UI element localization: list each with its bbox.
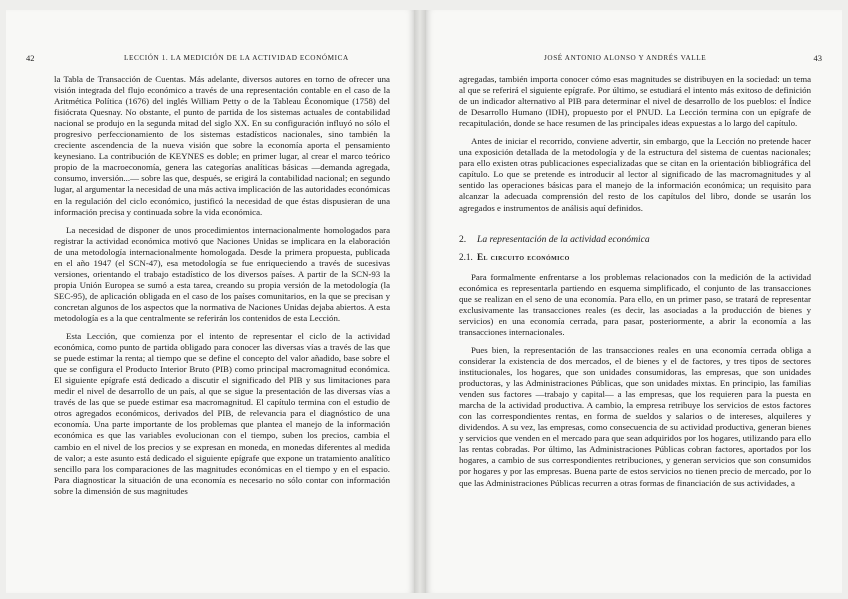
subsection-heading (459, 252, 811, 263)
right-running-title: JOSÉ ANTONIO ALONSO Y ANDRÉS VALLE (544, 54, 707, 62)
section-number: 2. (459, 233, 467, 245)
book-gutter (414, 10, 426, 593)
right-paragraph-3: Para formalmente enfrentarse a los problemas relacionados con la medición de la actividad económica es representarla partiendo en esquema simplificado, el conjunto de las transacciones que se realizan en el seno de una economía. Para ello, en un primer paso, se tratará de representar exclusivamente las transacciones reales (es decir, las asociadas a la producción de bienes y servicios) en una economía cerrada, para pasar, posteriormente, a abrir la economía a las transacciones internacionales. (459, 271, 811, 337)
right-page-number: 43 (813, 53, 822, 63)
subsection-number: 2.1. (459, 251, 473, 262)
right-page-body (459, 74, 811, 489)
left-running-head (6, 53, 414, 65)
right-running-head (426, 53, 842, 65)
left-page-number: 42 (26, 53, 35, 63)
left-paragraph-2: La necesidad de disponer de unos procedimientos internacionalmente homologados para registrar la actividad económica motivó que Naciones Unidas se implicara en la elaboración de una metodología internacionalmente homologada. Desde la primera propuesta, publicada en el año 1947 (el SCN-47), esa metodología se fue enriqueciendo a través de sucesivas versiones, orientando el trabajo estadístico de los diversos países. A partir de la SCN-93 la propia Unión Europea se sumó a esta tarea, creando su propia versión de la metodología (la SEC-95), de aplicación obligada en el caso de los países comunitarios, en la que se precisan y concretan algunos de los aspectos que la normativa de Naciones Unidas dejaba abiertos. A esta metodología es a la que centralmente se referirán los contenidos de esta Lección. (54, 224, 390, 323)
left-page-body (54, 74, 390, 497)
right-paragraph-2: Antes de iniciar el recorrido, conviene advertir, sin embargo, que la Lección no pretende hacer una exposición detallada de la metodología y de la estructura del sistema de cuentas nacionales; para ello existen otras publicaciones especializadas que se citan en la orientación bibliográfica del capítulo. Lo que se pretende es introducir al lector al significado de las macromagnitudes y al sentido las operaciones básicas para el manejo de la información económica; un requisito para alcanzar la adecuada comprensión del resto de los capítulos del libro, donde se usarán los agregados e instrumentos de análisis aquí definidos. (459, 136, 811, 213)
section-heading (459, 234, 811, 245)
left-paragraph-3: Esta Lección, que comienza por el intento de representar el ciclo de la actividad económica, como punto de partida obligado para conocer las diversas vías a través de las que se puede estimar la renta; al tiempo que se define el concepto del valor añadido, base sobre el que se configura el Producto Interior Bruto (PIB) como principal macromagnitud económica. El siguiente epígrafe está dedicado a discutir el significado del PIB y sus limitaciones para medir el nivel de desarrollo de un país, al que se sigue la presentación de las diversas vías a través de las que se puede estimar esa macromagnitud. El capítulo termina con el estudio de otros agregados económicos, derivados del PIB, de relevancia para el diagnóstico de una economía. Una parte importante de los problemas que plantea el manejo de la información económica es que las variables evolucionan con el tiempo, suben los precios, cambia el cambio en el nivel de los precios y se expresan en moneda, en monedas diferentes al medida de valor; a este asunto está dedicado el siguiente epígrafe que expone un tratamiento analítico sencillo para los comparaciones de las magnitudes económicas en el tiempo y en el espacio. Para diagnosticar la situación de una economía es necesario no sólo contar con información sobre la dimensión de sus magnitudes (54, 331, 390, 496)
left-running-title: LECCIÓN 1. LA MEDICIÓN DE LA ACTIVIDAD ECONÓMICA (124, 54, 349, 62)
section-title: La representación de la actividad económica (477, 233, 650, 245)
right-paragraph-1: agregadas, también importa conocer cómo esas magnitudes se distribuyen en la sociedad: un tema al que se referirá el siguiente epígrafe. Por último, se estudiará el intento más exitoso de definición de un indicador alternativo al PIB para determinar el nivel de desarrollo de los pueblos: el Índice de Desarrollo Humano (IDH), propuesto por el PNUD. La Lección termina con un epígrafe de recapitulación, donde se hace resumen de las principales ideas expuestas a lo largo del capítulo. (459, 74, 811, 129)
left-page (6, 10, 414, 593)
left-paragraph-1: la Tabla de Transacción de Cuentas. Más adelante, diversos autores en torno de ofrecer una visión integrada del flujo económico a través de una representación contable en el caso de la Aritmética Política (1676) del inglés William Petty o de la Tableau Économique (1758) del fisiócrata Quesnay. No obstante, el punto de partida de los sistemas actuales de contabilidad nacional se produjo en la segunda mitad del siglo XX. En su configuración influyó no sólo el progresivo perfeccionamiento de los sistemas estadísticos nacionales, sino también la creciente ascendencia de la nueva visión que sobre la economía aporta el pensamiento keynesiano. La contribución de KEYNES es doble; en primer lugar, al crear el marco teórico propio de la macroeconomía, genera las categorías analíticas básicas —demanda agregada, consumo, inversión...— sobre las que, después, se erigirá la contabilidad nacional; en segundo lugar, al argumentar la necesidad de una más activa implicación de las autoridades económicas en la regulación del ciclo económico, justificó la necesidad de que éstas dispusieran de una información precisa y continuada sobre la vida económica. (54, 74, 390, 217)
right-page (426, 10, 842, 593)
subsection-title: El circuito económico (477, 251, 570, 262)
right-paragraph-4: Pues bien, la representación de las transacciones reales en una economía cerrada obliga a considerar la existencia de dos mercados, el de bienes y el de factores, y tres tipos de sectores institucionales, los hogares, que son unidades consumidoras, las empresas, que son unidades productoras, y las Administraciones Públicas, que son unidades mixtas. En principio, las familias venden sus factores —trabajo y capital— a las empresas, que los requieren para la puesta en marcha de la actividad productiva. A cambio, la empresa retribuye los servicios de estos factores con las correspondientes rentas, en forma de sueldos y salarios o de intereses, alquileres y dividendos. A su vez, las empresas, como consecuencia de su actividad productiva, generan bienes y servicios que venden en el mercado para que sean adquiridos por los hogares, utilizando para ello las rentas cobradas. Por último, las Administraciones Públicas cobran factores, aportados por los hogares, a cambio de sus correspondientes retribuciones, y generan servicios que son consumidos por hogares y por las empresas. Buena parte de estos servicios no tienen precio de mercado, por lo que las Administraciones Públicas recurren a otras formas de financiación de sus actividades, a (459, 344, 811, 488)
